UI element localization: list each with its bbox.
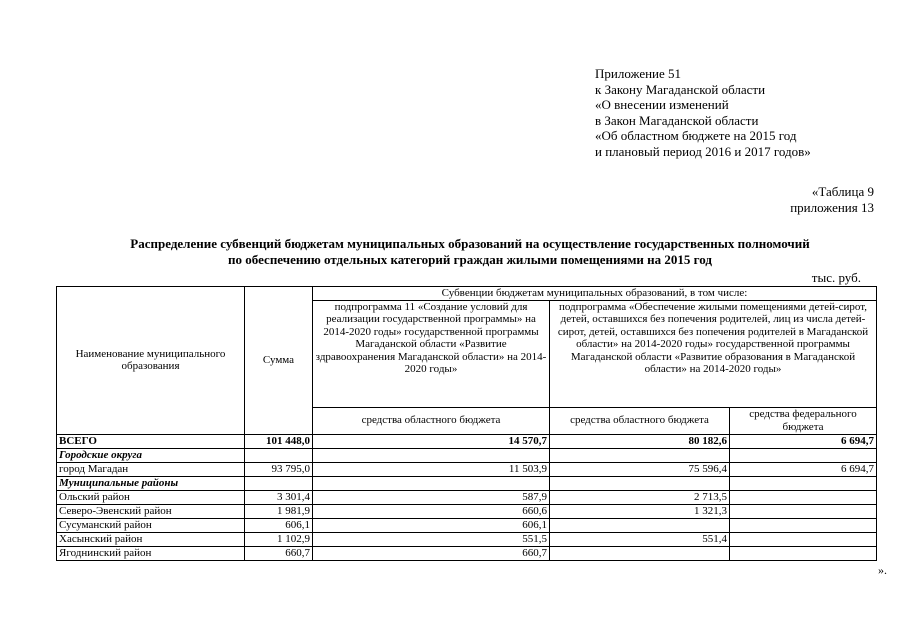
table-row (57, 532, 877, 546)
table-reference-line: «Таблица 9 (811, 184, 874, 199)
cell-sum: 101 448,0 (245, 434, 313, 448)
header-subprogram-11: подпрограмма 11 «Создание условий для реализации государственной программы» на 2014-2020 годы» государственной программы Магаданской области «Развитие здравоохранения Магаданской области» на 2014-2020 годы» (313, 300, 550, 407)
header-subventions: Субвенции бюджетам муниципальных образований, в том числе: (313, 287, 877, 301)
document-title-line: по обеспечению отдельных категорий граждан жилыми помещениями на 2015 год (228, 252, 712, 267)
appendix-note (595, 66, 811, 159)
cell-name: Сусуманский район (57, 518, 245, 532)
cell-housing-regional: 75 596,4 (550, 462, 730, 476)
section-districts: Муниципальные районы (57, 476, 245, 490)
cell-subprogram-11: 587,9 (313, 490, 550, 504)
table-section-row (57, 448, 877, 462)
cell-name: Ягоднинский район (57, 546, 245, 560)
cell-subprogram-11: 551,5 (313, 532, 550, 546)
table-row (57, 518, 877, 532)
cell-subprogram-11: 660,7 (313, 546, 550, 560)
cell-name: Северо-Эвенский район (57, 504, 245, 518)
cell-housing-federal: 6 694,7 (730, 462, 877, 476)
table-reference-line: приложения 13 (790, 200, 874, 215)
cell-housing-federal (730, 490, 877, 504)
document-title-line: Распределение субвенций бюджетам муниципальных образований на осуществление государственных полномочий (130, 236, 810, 251)
table-row (57, 546, 877, 560)
cell-name: ВСЕГО (57, 434, 245, 448)
appendix-line: и плановый период 2016 и 2017 годов» (595, 143, 811, 159)
appendix-line: в Закон Магаданской области (595, 112, 759, 128)
cell-name: Ольский район (57, 490, 245, 504)
cell-housing-regional: 80 182,6 (550, 434, 730, 448)
cell-housing-regional: 2 713,5 (550, 490, 730, 504)
cell-sum: 3 301,4 (245, 490, 313, 504)
cell-housing-regional: 1 321,3 (550, 504, 730, 518)
table-row (57, 504, 877, 518)
subvention-table (56, 286, 877, 561)
document-title (40, 236, 900, 268)
cell-housing-federal (730, 546, 877, 560)
cell-subprogram-11: 660,6 (313, 504, 550, 518)
cell-name: город Магадан (57, 462, 245, 476)
unit-label: тыс. руб. (811, 270, 861, 285)
header-source-regional: средства областного бюджета (313, 407, 550, 434)
table-section-row (57, 476, 877, 490)
table-row (57, 490, 877, 504)
cell-sum: 660,7 (245, 546, 313, 560)
table-row-total (57, 434, 877, 448)
header-source-federal: средства федерального бюджета (730, 407, 877, 434)
cell-sum: 1 102,9 (245, 532, 313, 546)
cell-subprogram-11: 11 503,9 (313, 462, 550, 476)
cell-housing-federal (730, 532, 877, 546)
cell-sum: 1 981,9 (245, 504, 313, 518)
cell-housing-federal: 6 694,7 (730, 434, 877, 448)
appendix-line: Приложение 51 (595, 66, 682, 81)
cell-sum: 93 795,0 (245, 462, 313, 476)
table-row (57, 462, 877, 476)
table-reference (790, 184, 874, 216)
cell-subprogram-11: 606,1 (313, 518, 550, 532)
appendix-line: «О внесении изменений (595, 97, 729, 112)
closing-quote: ». (878, 563, 887, 577)
section-cities: Городские округа (57, 448, 245, 462)
cell-housing-federal (730, 504, 877, 518)
cell-housing-federal (730, 518, 877, 532)
appendix-line: к Закону Магаданской области (595, 81, 766, 97)
cell-housing-regional (550, 518, 730, 532)
cell-name: Хасынский район (57, 532, 245, 546)
cell-housing-regional: 551,4 (550, 532, 730, 546)
appendix-line: «Об областном бюджете на 2015 год (595, 128, 797, 143)
cell-housing-regional (550, 546, 730, 560)
header-subprogram-housing: подпрограмма «Обеспечение жилыми помещениями детей-сирот, детей, оставшихся без попечения родителей, лиц из числа детей-сирот, детей, оставшихся без попечения родителей в Магаданской области» на 2014-2020 годы» государственной программы Магаданской области «Развитие образования в Магаданской области» на 2014-2020 годы» (550, 300, 877, 407)
header-name: Наименование муниципального образования (57, 287, 245, 435)
header-sum: Сумма (245, 287, 313, 435)
cell-subprogram-11: 14 570,7 (313, 434, 550, 448)
header-source-regional: средства областного бюджета (550, 407, 730, 434)
cell-sum: 606,1 (245, 518, 313, 532)
